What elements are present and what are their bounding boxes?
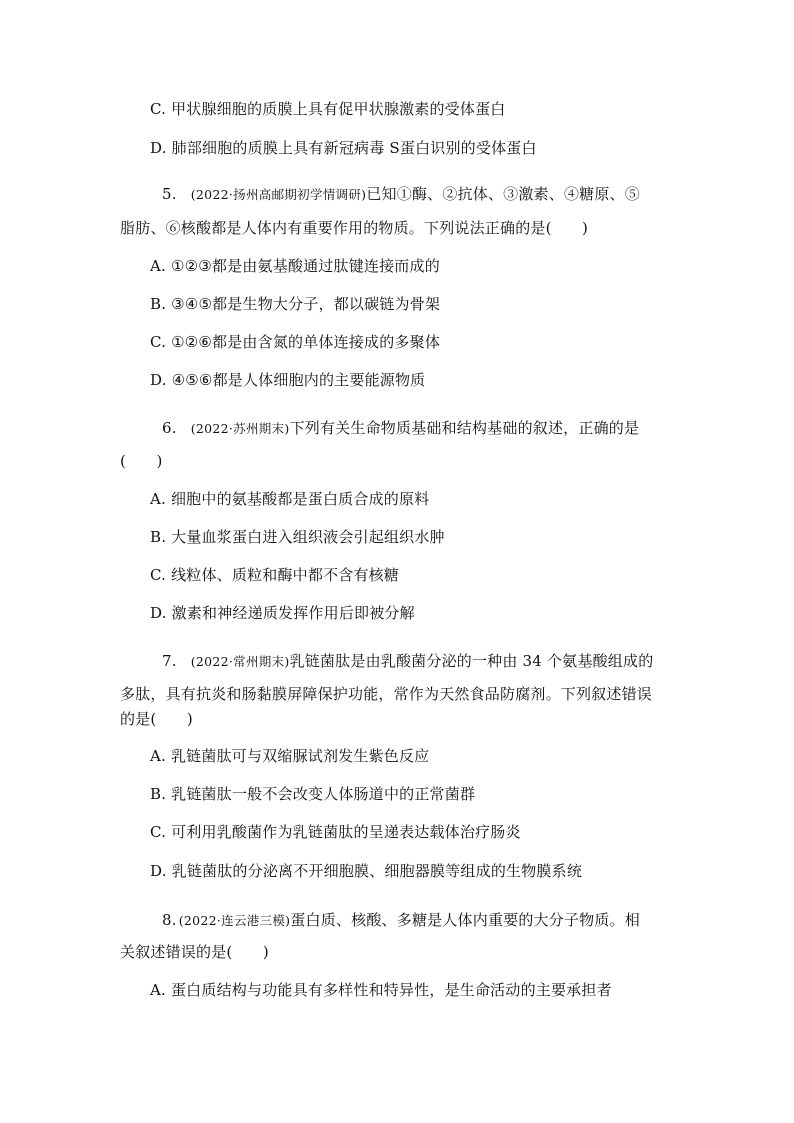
q6-option-c: C. 线粒体、质粒和酶中都不含有核糖: [150, 566, 400, 584]
q7-number: 7.: [162, 652, 177, 670]
q8-source: (2022·连云港三模): [178, 913, 291, 928]
q8-stem-line2: 关叙述错误的是( ): [120, 943, 269, 961]
q5-source: (2022·扬州高邮期初学情调研): [190, 187, 367, 202]
q5-stem-text: 已知①酶、②抗体、③激素、④糖原、⑤: [366, 185, 640, 203]
q4-option-c: C. 甲状腺细胞的质膜上具有促甲状腺激素的受体蛋白: [150, 100, 506, 118]
q6-number: 6.: [162, 419, 177, 437]
q6-stem-line1: [162, 418, 639, 439]
q5-option-a: A. ①②③都是由氨基酸通过肽键连接而成的: [150, 257, 440, 275]
q8-stem-line1: [162, 910, 640, 931]
q5-option-c: C. ①②⑥都是由含氮的单体连接成的多聚体: [150, 333, 441, 351]
q5-stem-line1: [162, 184, 640, 205]
q6-option-b: B. 大量血浆蛋白进入组织液会引起组织水肿: [150, 528, 445, 546]
q5-option-b: B. ③④⑤都是生物大分子，都以碳链为骨架: [150, 295, 441, 313]
q7-option-d: D. 乳链菌肽的分泌离不开细胞膜、细胞器膜等组成的生物膜系统: [150, 862, 583, 880]
q7-stem-line1: [162, 651, 653, 672]
q5-stem-line2: 脂肪、⑥核酸都是人体内有重要作用的物质。下列说法正确的是( ): [120, 219, 589, 237]
q8-option-a: A. 蛋白质结构与功能具有多样性和特异性，是生命活动的主要承担者: [150, 981, 612, 999]
q6-source: (2022·苏州期末): [190, 421, 290, 436]
q8-number: 8.: [162, 911, 177, 929]
q7-stem-line2: 多肽，具有抗炎和肠黏膜屏障保护功能，常作为天然食品防腐剂。下列叙述错误: [120, 685, 653, 703]
q6-stem-text: 下列有关生命物质基础和结构基础的叙述，正确的是: [289, 419, 640, 437]
q5-number: 5.: [162, 185, 177, 203]
q7-source: (2022·常州期末): [190, 654, 290, 669]
q6-option-d: D. 激素和神经递质发挥作用后即被分解: [150, 604, 415, 622]
q5-option-d: D. ④⑤⑥都是人体细胞内的主要能源物质: [150, 371, 426, 389]
q6-stem-line2: ( ): [120, 452, 163, 470]
q7-stem-text: 乳链菌肽是由乳酸菌分泌的一种由 34 个氨基酸组成的: [289, 652, 654, 670]
q7-option-a: A. 乳链菌肽可与双缩脲试剂发生紫色反应: [150, 747, 430, 765]
q7-option-c: C. 可利用乳酸菌作为乳链菌肽的呈递表达载体治疗肠炎: [150, 823, 521, 841]
q7-option-b: B. 乳链菌肽一般不会改变人体肠道中的正常菌群: [150, 785, 476, 803]
q8-stem-text: 蛋白质、核酸、多糖是人体内重要的大分子物质。相: [290, 911, 640, 929]
q6-option-a: A. 细胞中的氨基酸都是蛋白质合成的原料: [150, 490, 430, 508]
q7-stem-line3: 的是( ): [120, 710, 193, 728]
q4-option-d: D. 肺部细胞的质膜上具有新冠病毒 S蛋白识别的受体蛋白: [150, 139, 537, 157]
